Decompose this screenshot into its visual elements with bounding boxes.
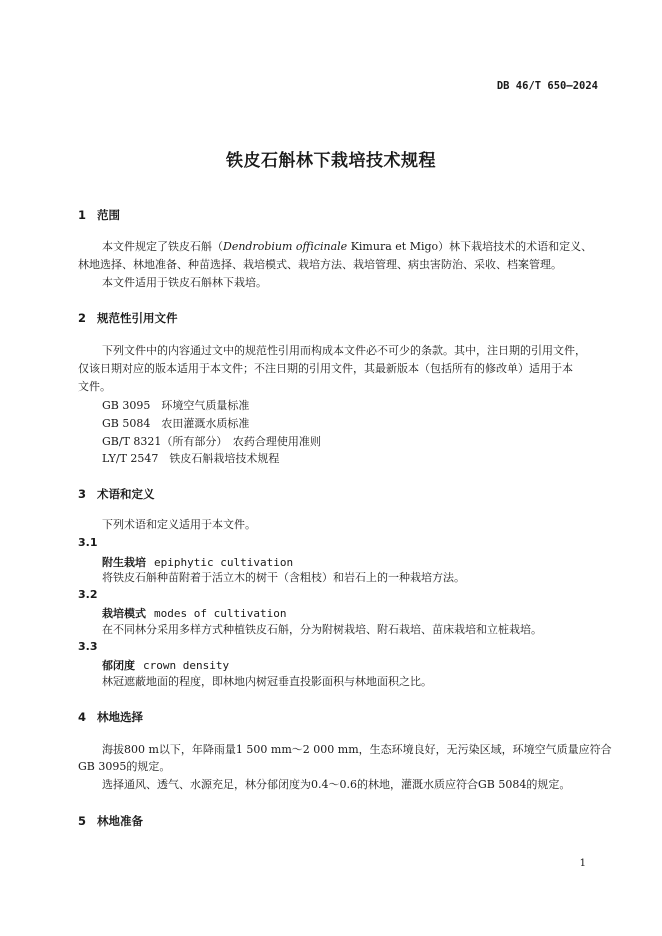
normative-paragraph-line: 仅该日期对应的版本适用于本文件；不注日期的引用文件，其最新版本（包括所有的修改单）适用于本 (78, 362, 573, 375)
terms-intro: 下列术语和定义适用于本文件。 (102, 518, 256, 531)
term-zh: 郁闭度 (102, 659, 135, 672)
site-paragraph: 选择通风、透气、水源充足，林分郁闭度为0.4～0.6的林地，灌溉水质应符合GB 5084的规定。 (102, 778, 571, 791)
term-heading (102, 657, 229, 673)
text-run: 本文件规定了铁皮石斛（ (102, 240, 223, 253)
section-number: 2 (78, 311, 87, 325)
scope-paragraph-line: 林地选择、林地准备、种苗选择、栽培模式、栽培方法、栽培管理、病虫害防治、采收、档案管理。 (78, 258, 562, 271)
scope-paragraph-line (102, 240, 592, 254)
section-4-heading (78, 709, 143, 725)
section-2-heading (78, 310, 178, 326)
section-5-heading (78, 813, 143, 829)
section-number: 4 (78, 710, 87, 724)
term-zh: 附生栽培 (102, 556, 146, 569)
section-title: 范围 (97, 208, 120, 222)
site-paragraph-line: GB 3095的规定。 (78, 760, 171, 773)
term-en: crown density (143, 659, 230, 672)
normative-paragraph-line: 下列文件中的内容通过文中的规范性引用而构成本文件必不可少的条款。其中，注日期的引用文件， (102, 344, 586, 357)
scope-paragraph: 本文件适用于铁皮石斛林下栽培。 (102, 276, 267, 289)
term-zh: 栽培模式 (102, 607, 146, 620)
section-title: 术语和定义 (97, 487, 155, 501)
standard-code: DB 46/T 650—2024 (496, 80, 598, 92)
latin-name: Dendrobium officinale (223, 240, 348, 253)
section-number: 5 (78, 814, 87, 828)
section-title: 林地准备 (97, 814, 143, 828)
section-title: 规范性引用文件 (97, 311, 178, 325)
section-number: 1 (78, 208, 87, 222)
term-heading (102, 554, 293, 570)
term-number: 3.2 (78, 588, 98, 601)
reference-item: GB 3095 环境空气质量标准 (102, 399, 250, 412)
term-definition: 林冠遮蔽地面的程度，即林地内树冠垂直投影面积与林地面积之比。 (102, 675, 432, 688)
term-heading (102, 605, 286, 621)
term-number: 3.3 (78, 640, 98, 653)
term-en: epiphytic cultivation (154, 556, 294, 569)
page-number: 1 (579, 858, 586, 869)
section-title: 林地选择 (97, 710, 143, 724)
term-number: 3.1 (78, 536, 98, 549)
reference-item: GB/T 8321（所有部分） 农药合理使用准则 (102, 435, 321, 448)
site-paragraph-line: 海拔800 m以下，年降雨量1 500 mm～2 000 mm，生态环境良好，无污染区域，环境空气质量应符合 (102, 743, 612, 756)
section-1-heading (78, 207, 120, 223)
text-run: Kimura et Migo）林下栽培技术的术语和定义、 (347, 240, 593, 253)
section-3-heading (78, 486, 155, 502)
term-definition: 将铁皮石斛种苗附着于活立木的树干（含粗枝）和岩石上的一种栽培方法。 (102, 571, 465, 584)
term-en: modes of cultivation (154, 607, 287, 620)
normative-paragraph-line: 文件。 (78, 380, 111, 393)
reference-item: LY/T 2547 铁皮石斛栽培技术规程 (102, 452, 280, 465)
document-title: 铁皮石斛林下栽培技术规程 (226, 151, 436, 171)
reference-item: GB 5084 农田灌溉水质标准 (102, 417, 250, 430)
section-number: 3 (78, 487, 87, 501)
term-definition: 在不同林分采用多样方式种植铁皮石斛，分为附树栽培、附石栽培、苗床栽培和立桩栽培。 (102, 623, 542, 636)
